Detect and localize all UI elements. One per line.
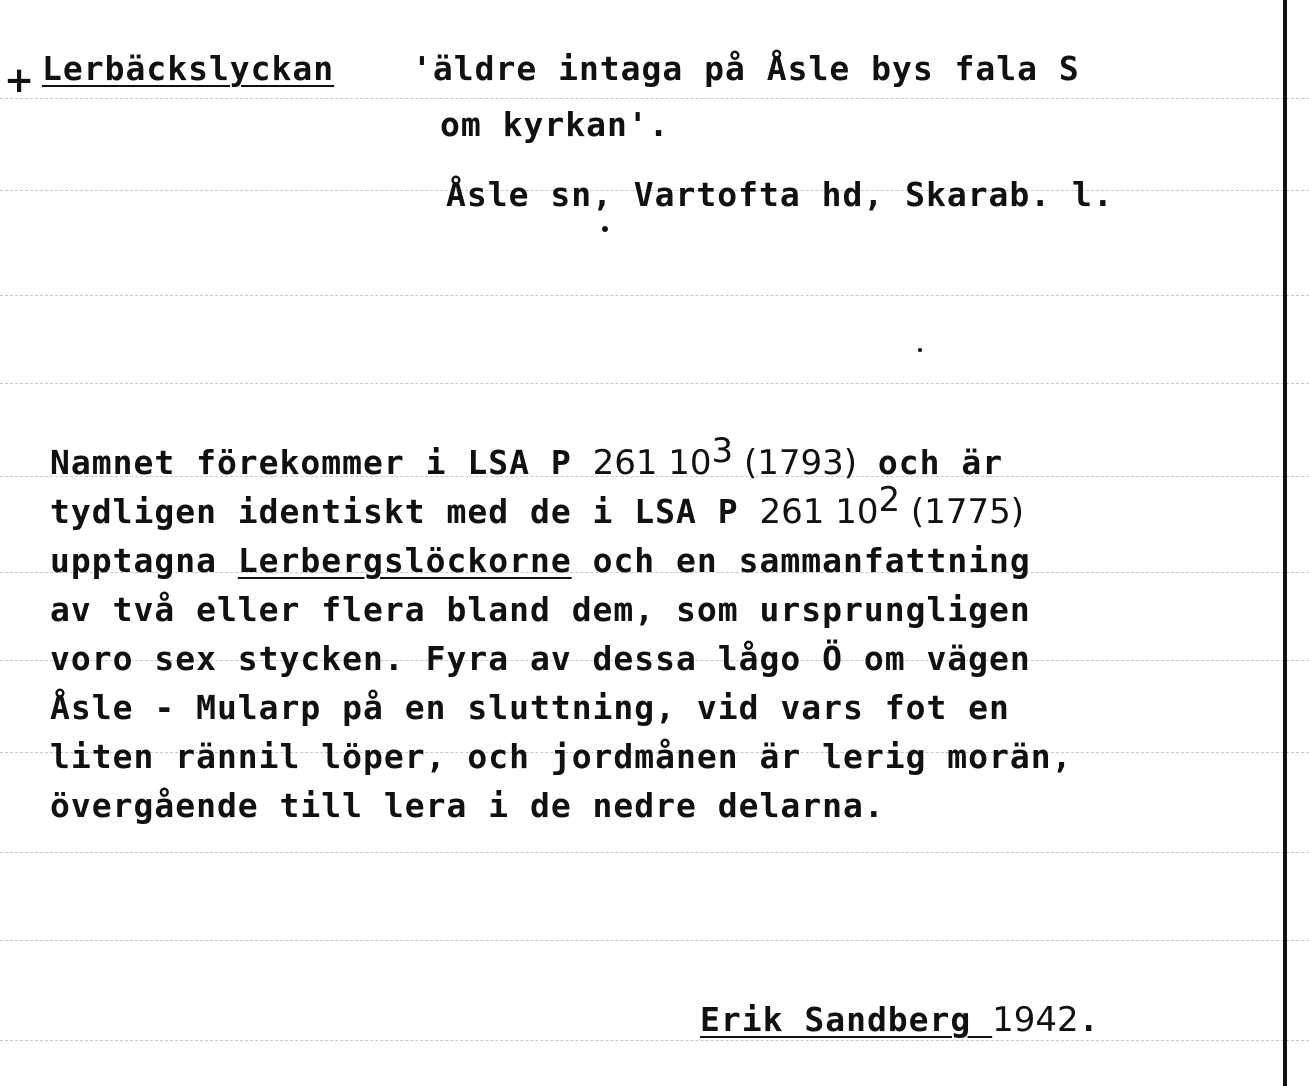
- definition-line-1: 'äldre intaga på Åsle bys fala S: [412, 49, 1080, 88]
- ruled-line: [0, 940, 1309, 941]
- ruled-line: [0, 852, 1309, 853]
- ruled-line: [0, 98, 1309, 99]
- ink-dot: [918, 348, 922, 352]
- body-line: tydligen identiskt med de i LSA P 261 $10^2$ (1775): [50, 480, 1024, 532]
- ink-dot: [602, 226, 608, 232]
- card-right-edge: [1283, 0, 1287, 1086]
- underlined-name: Lerbergslöckorne: [237, 541, 572, 580]
- body-paragraph: [50, 431, 1275, 830]
- signature: Erik Sandberg 1942.: [700, 1000, 1100, 1040]
- signature-year: 1942: [992, 1000, 1079, 1040]
- definition-line-2: om kyrkan'.: [440, 105, 670, 144]
- ruled-line: [0, 295, 1309, 296]
- body-line: Åsle - Mularp på en sluttning, vid vars fot en: [50, 688, 1010, 727]
- signature-name: Erik Sandberg: [700, 1000, 993, 1039]
- headword: Lerbäckslyckan: [42, 49, 335, 88]
- body-line: voro sex stycken. Fyra av dessa lågo Ö om vägen: [50, 639, 1031, 678]
- body-line: Namnet förekommer i LSA P 261 $10^3$ (1793) och är: [50, 431, 1004, 483]
- body-line: upptagna Lerbergslöckorne och en sammanfattning: [50, 541, 1031, 580]
- body-line: av två eller flera bland dem, som ursprungligen: [50, 590, 1031, 629]
- location-line: Åsle sn, Vartofta hd, Skarab. l.: [446, 175, 1114, 214]
- ruled-line: [0, 1040, 1309, 1041]
- body-line: liten rännil löper, och jordmånen är lerig morän,: [50, 737, 1073, 776]
- body-line: övergående till lera i de nedre delarna.: [50, 786, 885, 825]
- cross-mark: +: [4, 60, 35, 101]
- ruled-line: [0, 383, 1309, 384]
